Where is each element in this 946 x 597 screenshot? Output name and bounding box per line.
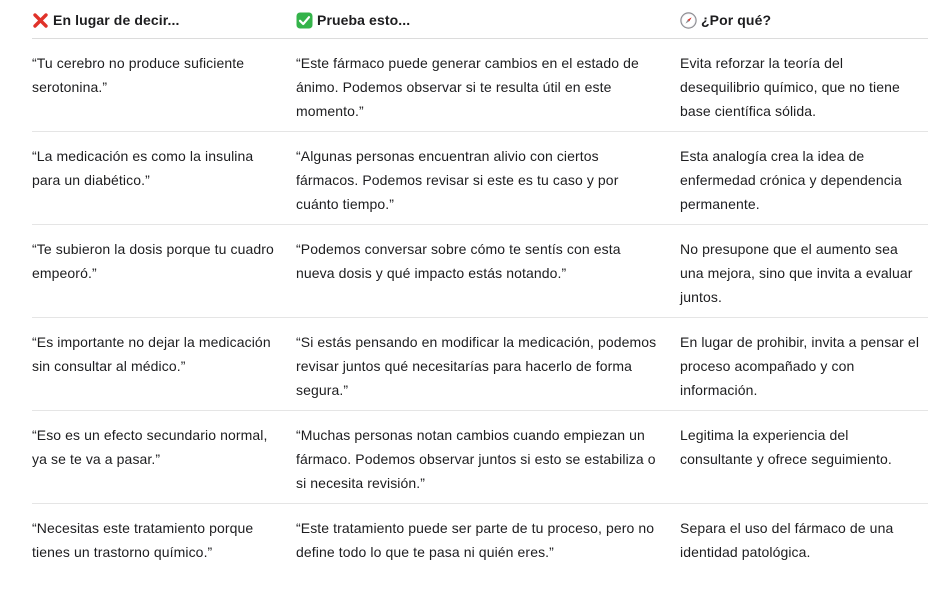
why-cell: En lugar de prohibir, invita a pensar el proceso acompañado y con información.	[680, 334, 920, 398]
cross-mark-icon	[32, 12, 49, 29]
table-row	[32, 132, 928, 225]
why-cell: Esta analogía crea la idea de enfermedad crónica y dependencia permanente.	[680, 148, 902, 212]
header-label-why: ¿Por qué?	[701, 12, 772, 28]
try-cell: “Muchas personas notan cambios cuando empiezan un fármaco. Podemos observar juntos si esto se estabiliza o si necesita revisión.”	[296, 427, 656, 491]
say-cell: “Eso es un efecto secundario normal, ya se te va a pasar.”	[32, 427, 268, 467]
why-cell: No presupone que el aumento sea una mejora, sino que invita a evaluar juntos.	[680, 241, 913, 305]
header-cell-try	[296, 8, 680, 30]
header-cell-say	[32, 8, 296, 30]
try-cell: “Este tratamiento puede ser parte de tu proceso, pero no define todo lo que te pasa ni quién eres.”	[296, 520, 655, 560]
say-cell: “Tu cerebro no produce suficiente serotonina.”	[32, 55, 245, 95]
why-cell: Separa el uso del fármaco de una identidad patológica.	[680, 520, 894, 560]
why-cell: Evita reforzar la teoría del desequilibrio químico, que no tiene base científica sólida.	[680, 55, 900, 119]
try-cell: “Podemos conversar sobre cómo te sentís con esta nueva dosis y qué impacto estás notando.”	[296, 241, 621, 281]
header-cell-why	[680, 8, 928, 30]
table-row	[32, 411, 928, 504]
say-cell: “Es importante no dejar la medicación sin consultar al médico.”	[32, 334, 271, 374]
table-row	[32, 504, 928, 597]
try-cell: “Si estás pensando en modificar la medicación, podemos revisar juntos qué necesitarías para hacerlo de forma segura.”	[296, 334, 657, 398]
why-cell: Legitima la experiencia del consultante y ofrece seguimiento.	[680, 427, 892, 467]
say-cell: “Necesitas este tratamiento porque tienes un trastorno químico.”	[32, 520, 254, 560]
check-mark-icon	[296, 12, 313, 29]
table-header	[32, 0, 928, 39]
table-row	[32, 225, 928, 318]
header-label-say: En lugar de decir...	[53, 12, 180, 28]
try-cell: “Algunas personas encuentran alivio con ciertos fármacos. Podemos revisar si este es tu caso y por cuánto tiempo.”	[296, 148, 619, 212]
table-row	[32, 318, 928, 411]
compass-icon	[680, 12, 697, 29]
comparison-table	[32, 0, 928, 597]
try-cell: “Este fármaco puede generar cambios en el estado de ánimo. Podemos observar si te resulta útil en este momento.”	[296, 55, 639, 119]
table-row	[32, 39, 928, 132]
header-label-try: Prueba esto...	[317, 12, 411, 28]
say-cell: “Te subieron la dosis porque tu cuadro empeoró.”	[32, 241, 274, 281]
say-cell: “La medicación es como la insulina para un diabético.”	[32, 148, 254, 188]
